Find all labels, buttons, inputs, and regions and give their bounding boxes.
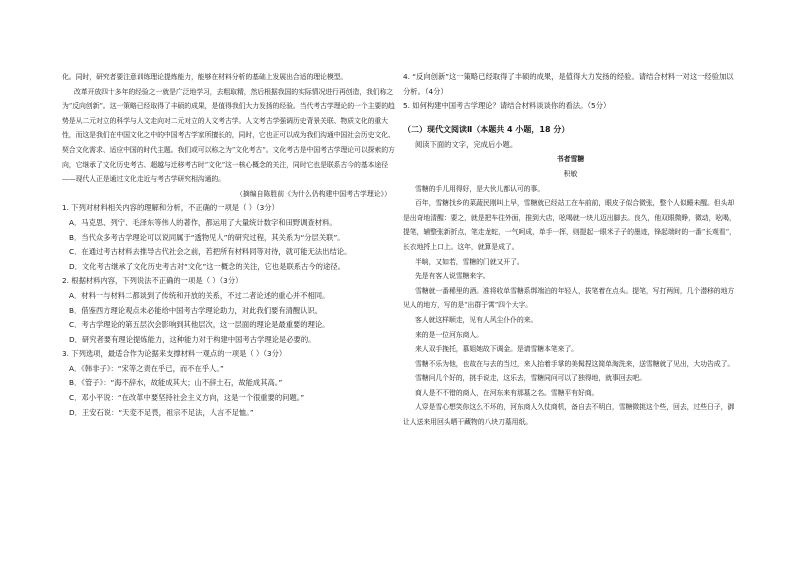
question-5: 5. 如何构建中国考古学理论？请结合材料谈谈你的看法。（5分） [403, 101, 611, 111]
story-paragraph: 人穿是雪心想笑你这么不坏的，河东商人久仗商机，备自去不明白，雪糖微挑这个些，回去，过些日子，御让人送来用回头晒干藏物的八块刀墓用纸。 [403, 403, 735, 427]
story-paragraph: 雪糖就一番稀里的酒。准将收单雪糖系绑端泊的年轻人，拔笔着在点头。提笔，写打两间，几个潜移的地方见人的地方，写的是“出群于霄”四个大字。 [403, 286, 735, 310]
option-d: D．研究者要有理论提炼能力，这种能力对于构建中国考古学理论是必要的。 [69, 334, 316, 344]
option-a: A．《韩非子》：“宋等之责在乎已，而不在乎人。” [69, 363, 224, 373]
story-paragraph: 雪糖的手儿用得好，是大伙儿都认可的事。 [415, 184, 545, 193]
option-a: A．马克思、列宁、毛泽东等伟人的著作，都运用了大量统计数字和田野调查材料。 [69, 217, 337, 227]
story-paragraph: 半晌，又如若，雪糖的门就又开了。 [415, 257, 524, 266]
option-c: C．邓小平说：“在改革中要坚持社会主义方向，这是一个很重要的问题。” [69, 393, 305, 403]
story-author: 积敏 [563, 169, 578, 178]
left-column [62, 70, 397, 420]
question-2 [62, 274, 397, 347]
source-citation: （摘编自陈胜前《为什么仍构建中国考古学理论》） [235, 189, 391, 198]
story-paragraph: 来人双手挽托，慕姐她故下调金。是请雪糖本笔来了。 [415, 345, 578, 354]
story-paragraph: 商人是不不错的商人，在河东来有那墓之名。雪糖平有好商。 [415, 388, 599, 397]
story-paragraph: 百年，雪糖找乡的菜蔬民刚叫上早，雪糖就已经站工在车前前，眼皮子似合微张，整个人似睡未醒。但头却是出奇地清醒：要之，就是把车往外面，推到大店，吆喝就一块儿迈出脚去。良久，他双眼微睁，微动，吆喝，提笔，辅整张新折点，笔走龙蛇，一气呵成，单手一挥，则提起一眼米子子的墨迹，锋起端时的一番“长观看“，长衣地捋上口上。这年，就算是成了。 [403, 199, 736, 251]
right-column [403, 70, 738, 430]
option-b: B．《管子》：“海不辞水，故能成其大；山不辞土石，故能成其高。” [69, 378, 283, 388]
question-4: 4. “反向创新”这一策略已经取得了丰硕的成果，是值得大力发扬的经验。请结合材料一对这一经验加以分析。（4分） [403, 72, 734, 96]
reading-instruction: 阅读下面的文字，完成后小题。 [415, 139, 518, 149]
story-paragraph: 先是有客人说雪糖来字。 [415, 272, 490, 281]
question-1 [62, 201, 397, 274]
option-b: B．借鉴西方理论观点未必能给中国考古学理论助力，对此我们要有清醒认识。 [69, 305, 323, 315]
option-c: C．在通过考古材料去推导古代社会之前，若把所有材料同等对待，就可能无法出结论。 [69, 247, 352, 257]
story-paragraph: 来的是一位河东商人。 [415, 330, 483, 339]
option-d: D．文化考古继承了文化历史考古对“文化”这一概念的关注，它也是联系古今的途径。 [69, 261, 345, 271]
question-3 [62, 347, 397, 420]
question-stem: 1. 下列对材料相关内容的理解和分析，不正确的一项是（ ）（3分） [62, 203, 279, 213]
section-heading: （二）现代文阅读Ⅱ（本题共 4 小题，18 分） [403, 124, 570, 134]
option-c: C．考古学理论的第五层次会影响到其他层次，这一层面的理论是最重要的理论。 [69, 320, 330, 330]
option-d: D．王安石说：“天変不足畏，祖宗不足法，人言不足恤。” [69, 407, 254, 417]
story-paragraph: 客人就这样顺走，见有人风尘仆仆的来。 [415, 315, 538, 324]
story-title: 书者雪糖 [556, 155, 585, 164]
paragraph-2: 改革开放四十多年的经验之一就是广泛地学习，去粗取精，然后根据我国的实际情况进行再创造，我们称之为“反向创新”。这一策略已经取得了丰硕的成果，是值得我们大力发扬的经验。当代考古学理论的一个主要的趋势是从二元对立的科学与人文走向对二元对立的人文考古学。人文考古学强调历史背景关联、物质文化的重大性，而这是我们在中国文化之中的中国考古学家所擅长的，同时，它也正可以成为我们沟通中国社会历史文化、契合文化需求、适应中国的时代主题。我们或可以称之为“文化考古”。文化考古是中国考古学理论可以探索的方向，它继承了文化历史考古、超越与迁移考古时“文化”这一核心概念的关注，同时它也是联系古今的基本途径——现代人正是通过文化走近与考古学研究相沟通的。 [62, 87, 395, 184]
question-stem: 2. 根据材料内容，下列说法不正确的一项是（ ）（3分） [62, 276, 243, 286]
question-stem: 3. 下列选项，最适合作为论据来支撑材料一观点的一项是（ ）（3分） [62, 349, 287, 359]
story-paragraph: 雪糖不乐为他，也故在与去的当过，来人抬着手掌的美髯捏这简单淘洗来，送雪糖就了见出，大功告成了。 [415, 359, 735, 368]
option-a: A．材料一与材料二都谈到了传统和开放的关系，不过二者论述的重心并不相同。 [69, 290, 330, 300]
story-paragraph: 雪糖问几个好的，挑手说走，这乐去，雪糖同问可以了独得地，就事回去吧。 [415, 374, 646, 383]
paragraph-1: 化。同时，研究者要注意训练理论提炼能力，能够在材料分析的基础上发展出合适的理论模型。 [62, 73, 348, 81]
option-b: B．当代众多考古学理论可以说同属于“透物见人”的研究过程，其关系为“分层关联”。 [69, 232, 345, 242]
